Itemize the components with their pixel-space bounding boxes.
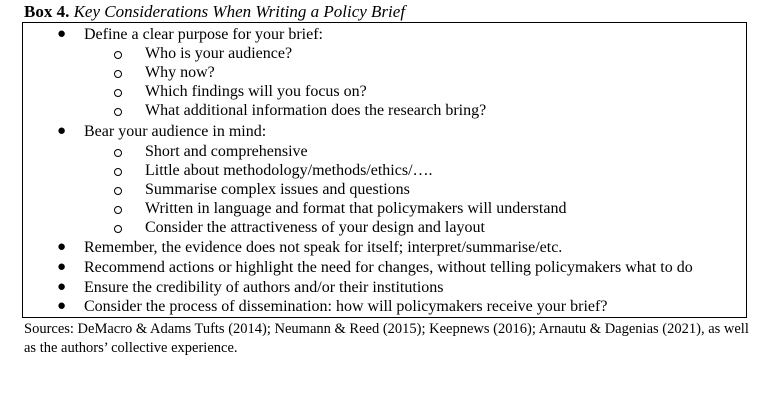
list-item: Remember, the evidence does not speak for itself; interpret/summarise/etc. xyxy=(84,239,563,256)
list-item: Consider the process of dissemination: how will policymakers receive your brief? xyxy=(84,298,608,315)
circle-bullet-icon xyxy=(114,70,122,78)
list-item: Ensure the credibility of authors and/or their institutions xyxy=(84,279,444,296)
circle-bullet-icon xyxy=(114,108,122,116)
sub-list-item: What additional information does the research bring? xyxy=(145,102,487,119)
list-item: Bear your audience in mind: xyxy=(84,123,267,140)
sources-note: Sources: DeMacro & Adams Tufts (2014); Neumann & Reed (2015); Keepnews (2016); Arnautu & Dagenias (2021), as well as the authors’ collective experience. xyxy=(24,321,749,356)
bullet-icon: ● xyxy=(57,298,67,314)
circle-bullet-icon xyxy=(114,187,122,195)
sub-list-item: Which findings will you focus on? xyxy=(145,83,367,100)
box-heading: Key Considerations When Writing a Policy Brief xyxy=(73,2,406,21)
circle-bullet-icon xyxy=(114,206,122,214)
bullet-icon: ● xyxy=(57,239,67,255)
bullet-icon: ● xyxy=(57,279,67,295)
box-title xyxy=(24,2,405,22)
sub-list-item: Consider the attractiveness of your design and layout xyxy=(145,219,485,236)
circle-bullet-icon xyxy=(114,168,122,176)
bullet-icon: ● xyxy=(57,259,67,275)
list-item: Define a clear purpose for your brief: xyxy=(84,26,323,43)
circle-bullet-icon xyxy=(114,89,122,97)
bullet-icon: ● xyxy=(57,123,67,139)
circle-bullet-icon xyxy=(114,225,122,233)
circle-bullet-icon xyxy=(114,149,122,157)
sub-list-item: Who is your audience? xyxy=(145,45,293,62)
bullet-icon: ● xyxy=(57,26,67,42)
list-item: Recommend actions or highlight the need for changes, without telling policymakers what to do xyxy=(84,259,693,276)
box-label: Box 4. xyxy=(24,2,70,21)
sub-list-item: Summarise complex issues and questions xyxy=(145,181,410,198)
sub-list-item: Little about methodology/methods/ethics/…. xyxy=(145,162,433,179)
sub-list-item: Written in language and format that policymakers will understand xyxy=(145,200,567,217)
circle-bullet-icon xyxy=(114,51,122,59)
sub-list-item: Short and comprehensive xyxy=(145,143,308,160)
sub-list-item: Why now? xyxy=(145,64,215,81)
